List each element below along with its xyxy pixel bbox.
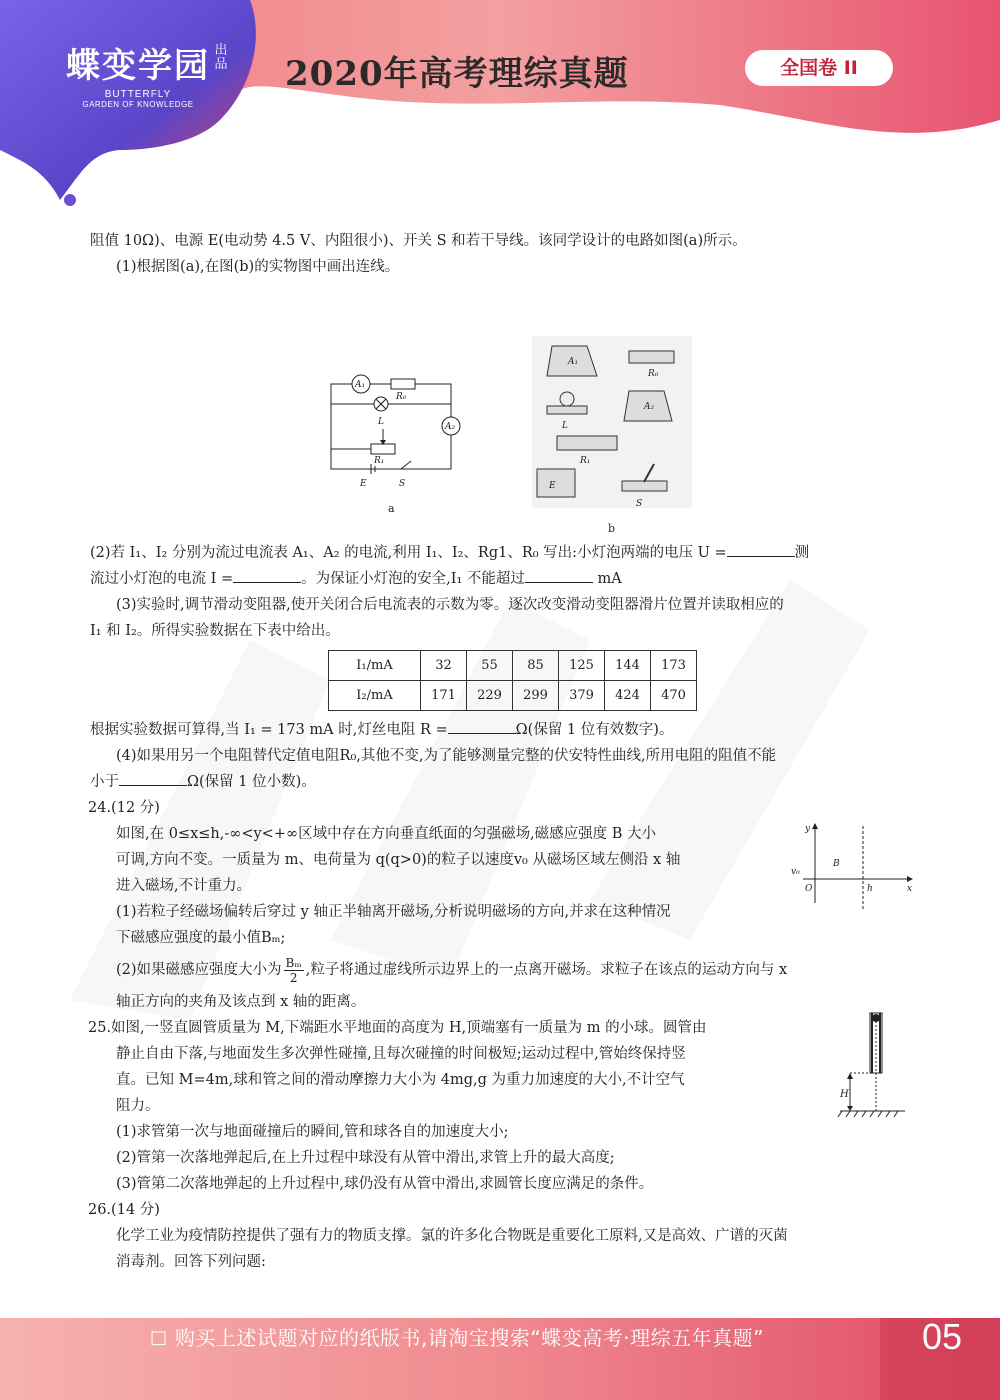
table-cell: 32 bbox=[421, 651, 467, 681]
bulb-icon bbox=[560, 392, 574, 406]
table-header-cell: I₁/mA bbox=[329, 651, 421, 681]
text-part: Ω(保留 1 位小数)。 bbox=[187, 774, 316, 790]
text-part: Ω(保留 1 位有效数字)。 bbox=[515, 722, 674, 738]
table-cell: 424 bbox=[605, 681, 651, 711]
text-part: (2)如果磁感应强度大小为 bbox=[116, 962, 282, 978]
text-line: 阻值 10Ω)、电源 E(电动势 4.5 V、内阻很小)、开关 S 和若干导线。该同学设计的电路如图(a)所示。 bbox=[90, 233, 747, 249]
footer-promo-text: 购买上述试题对应的纸版书,请淘宝搜索“蝶变高考·理综五年真题” bbox=[175, 1326, 764, 1350]
figure-b-caption: b bbox=[608, 522, 616, 535]
text-part: (2)若 I₁、I₂ 分别为流过电流表 A₁、A₂ 的电流,利用 I₁、I₂、Rg1、R₀ 写出:小灯泡两端的电压 U = bbox=[90, 545, 727, 561]
table-cell: 173 bbox=[651, 651, 697, 681]
velocity-label: v₀ bbox=[791, 867, 800, 877]
text-line: 直。已知 M=4m,球和管之间的滑动摩擦力大小为 4mg,g 为重力加速度的大小,不计空气 bbox=[116, 1072, 685, 1088]
field-b-label: B bbox=[833, 859, 840, 869]
figure-a-caption: a bbox=[388, 502, 395, 514]
label-r1: R₁ bbox=[374, 456, 385, 466]
logo-english-line2: GARDEN OF KNOWLEDGE bbox=[82, 100, 194, 109]
table-cell: 171 bbox=[421, 681, 467, 711]
exam-content bbox=[90, 228, 920, 1275]
label-s: S bbox=[399, 479, 406, 489]
text-part: 小于 bbox=[90, 774, 119, 790]
photo-label-l: L bbox=[562, 421, 568, 431]
table-header-cell: I₂/mA bbox=[329, 681, 421, 711]
answer-blank-u bbox=[727, 541, 795, 557]
text-part: ,粒子将通过虚线所示边界上的一点离开磁场。求粒子在该点的运动方向与 x bbox=[305, 962, 788, 978]
text-line: (3)管第二次落地弹起的上升过程中,球仍没有从管中滑出,求圆管长度应满足的条件。 bbox=[116, 1176, 654, 1192]
page-number: 05 bbox=[922, 1316, 963, 1357]
text-line: 如图,在 0≤x≤h,-∞<y<+∞区域中存在方向垂直纸面的匀强磁场,磁感应强度 B 大小 bbox=[116, 826, 657, 842]
logo-publisher-text: 出品 bbox=[214, 43, 228, 72]
text-line bbox=[90, 566, 920, 592]
question-25 bbox=[90, 1015, 920, 1197]
table-cell: 229 bbox=[467, 681, 513, 711]
text-part: 根据实验数据可算得,当 I₁ = 173 mA 时,灯丝电阻 R = bbox=[90, 722, 448, 738]
photo-label-a2: A₂ bbox=[644, 402, 655, 412]
question-26-header: 26.(14 分) bbox=[88, 1202, 160, 1218]
exam-badge: 全国卷 II bbox=[745, 50, 893, 86]
text-line: 进入磁场,不计重力。 bbox=[116, 878, 252, 894]
text-line: (2)管第一次落地弹起后,在上升过程中球没有从管中滑出,求管上升的最大高度; bbox=[116, 1150, 615, 1166]
text-part: mA bbox=[597, 571, 622, 587]
photo-label-r1: R₁ bbox=[580, 456, 591, 466]
table-cell: 144 bbox=[605, 651, 651, 681]
logo-english-line1: BUTTERFLY bbox=[104, 89, 172, 100]
table-cell: 299 bbox=[513, 681, 559, 711]
table-cell: 55 bbox=[467, 651, 513, 681]
text-line: (1)若粒子经磁场偏转后穿过 y 轴正半轴离开磁场,分析说明磁场的方向,并求在这种情况 bbox=[116, 904, 671, 920]
photo-label-r0: R₀ bbox=[648, 369, 659, 379]
question-24-header: 24.(12 分) bbox=[88, 800, 160, 816]
label-l: L bbox=[378, 417, 384, 427]
answer-blank-i bbox=[233, 567, 301, 583]
answer-blank-r bbox=[448, 718, 516, 734]
label-a1: A₁ bbox=[355, 380, 366, 390]
text-part: 流过小灯泡的电流 I = bbox=[90, 571, 234, 587]
magnetic-field-diagram bbox=[785, 821, 915, 916]
text-line: (4)如果用另一个电阻替代定值电阻R₀,其他不变,为了能够测量完整的伏安特性曲线,所用电阻的阻值不能 bbox=[116, 748, 777, 764]
axis-x-label: x bbox=[907, 884, 913, 894]
text-line: 下磁感应强度的最小值Bₘ; bbox=[116, 930, 286, 946]
text-line: 可调,方向不变。一质量为 m、电荷量为 q(q>0)的粒子以速度v₀ 从磁场区域左侧沿 x 轴 bbox=[116, 852, 681, 868]
text-line bbox=[90, 717, 920, 743]
fraction-denominator: 2 bbox=[289, 970, 298, 985]
photo-label-a1: A₁ bbox=[568, 357, 579, 367]
table-cell: 379 bbox=[559, 681, 605, 711]
text-part: 。为保证小灯泡的安全,I₁ 不能超过 bbox=[301, 571, 525, 587]
text-line: (3)实验时,调节滑动变阻器,使开关闭合后电流表的示数为零。逐次改变滑动变阻器滑片位置并读取相应的 bbox=[116, 597, 784, 613]
table-cell: 125 bbox=[559, 651, 605, 681]
text-part: 测 bbox=[794, 545, 810, 561]
circuit-diagram-a bbox=[326, 364, 466, 514]
cart-icon: □ bbox=[150, 1327, 168, 1348]
answer-blank-r-min bbox=[119, 770, 187, 786]
rheostat-r1-symbol bbox=[371, 444, 395, 454]
text-line: 静止自由下落,与地面发生多次弹性碰撞,且每次碰撞的时间极短;运动过程中,管始终保持竖 bbox=[116, 1046, 686, 1062]
text-line bbox=[90, 540, 920, 566]
brand-logo bbox=[38, 38, 238, 109]
fraction-bm-over-2 bbox=[284, 956, 304, 985]
text-line bbox=[90, 769, 920, 795]
text-line bbox=[90, 951, 920, 989]
photo-label-e: E bbox=[549, 481, 556, 491]
label-a2: A₂ bbox=[445, 422, 456, 432]
measurement-table bbox=[328, 650, 697, 711]
question-24 bbox=[90, 821, 920, 1015]
text-line: 阻力。 bbox=[116, 1098, 160, 1114]
text-line: 轴正方向的夹角及该点到 x 轴的距离。 bbox=[116, 994, 366, 1010]
resistor-r0-symbol bbox=[391, 379, 415, 389]
axis-y-label: y bbox=[805, 824, 811, 834]
text-line: 消毒剂。回答下列问题: bbox=[116, 1254, 266, 1270]
text-line: (1)求管第一次与地面碰撞后的瞬间,管和球各自的加速度大小; bbox=[116, 1124, 509, 1140]
label-r0: R₀ bbox=[396, 392, 407, 402]
answer-blank-i1-max bbox=[525, 567, 593, 583]
page-title: 2020年高考理综真题 bbox=[285, 54, 629, 94]
table-row bbox=[329, 651, 697, 681]
text-line: (1)根据图(a),在图(b)的实物图中画出连线。 bbox=[116, 259, 400, 275]
table-cell: 85 bbox=[513, 651, 559, 681]
apparatus-photo-b bbox=[532, 336, 692, 536]
ball-icon bbox=[872, 1014, 880, 1022]
text-line: 化学工业为疫情防控提供了强有力的物质支撑。氯的许多化合物既是重要化工原料,又是高效、广谱的灭菌 bbox=[116, 1228, 788, 1244]
circuit-figures bbox=[90, 280, 920, 540]
text-line: I₁ 和 I₂。所得实验数据在下表中给出。 bbox=[90, 623, 340, 639]
label-e: E bbox=[360, 479, 367, 489]
falling-tube-diagram bbox=[830, 1011, 910, 1126]
text-line: 25.如图,一竖直圆管质量为 M,下端距水平地面的高度为 H,顶端塞有一质量为 m 的小球。圆管由 bbox=[88, 1020, 707, 1036]
origin-label: O bbox=[805, 884, 813, 894]
fraction-numerator: Bₘ bbox=[285, 955, 302, 970]
h-label: h bbox=[867, 884, 873, 894]
table-row bbox=[329, 681, 697, 711]
logo-main-text: 蝶变学园 bbox=[66, 46, 210, 86]
photo-label-s: S bbox=[636, 499, 643, 509]
height-h-label: H bbox=[840, 1089, 849, 1100]
table-cell: 470 bbox=[651, 681, 697, 711]
